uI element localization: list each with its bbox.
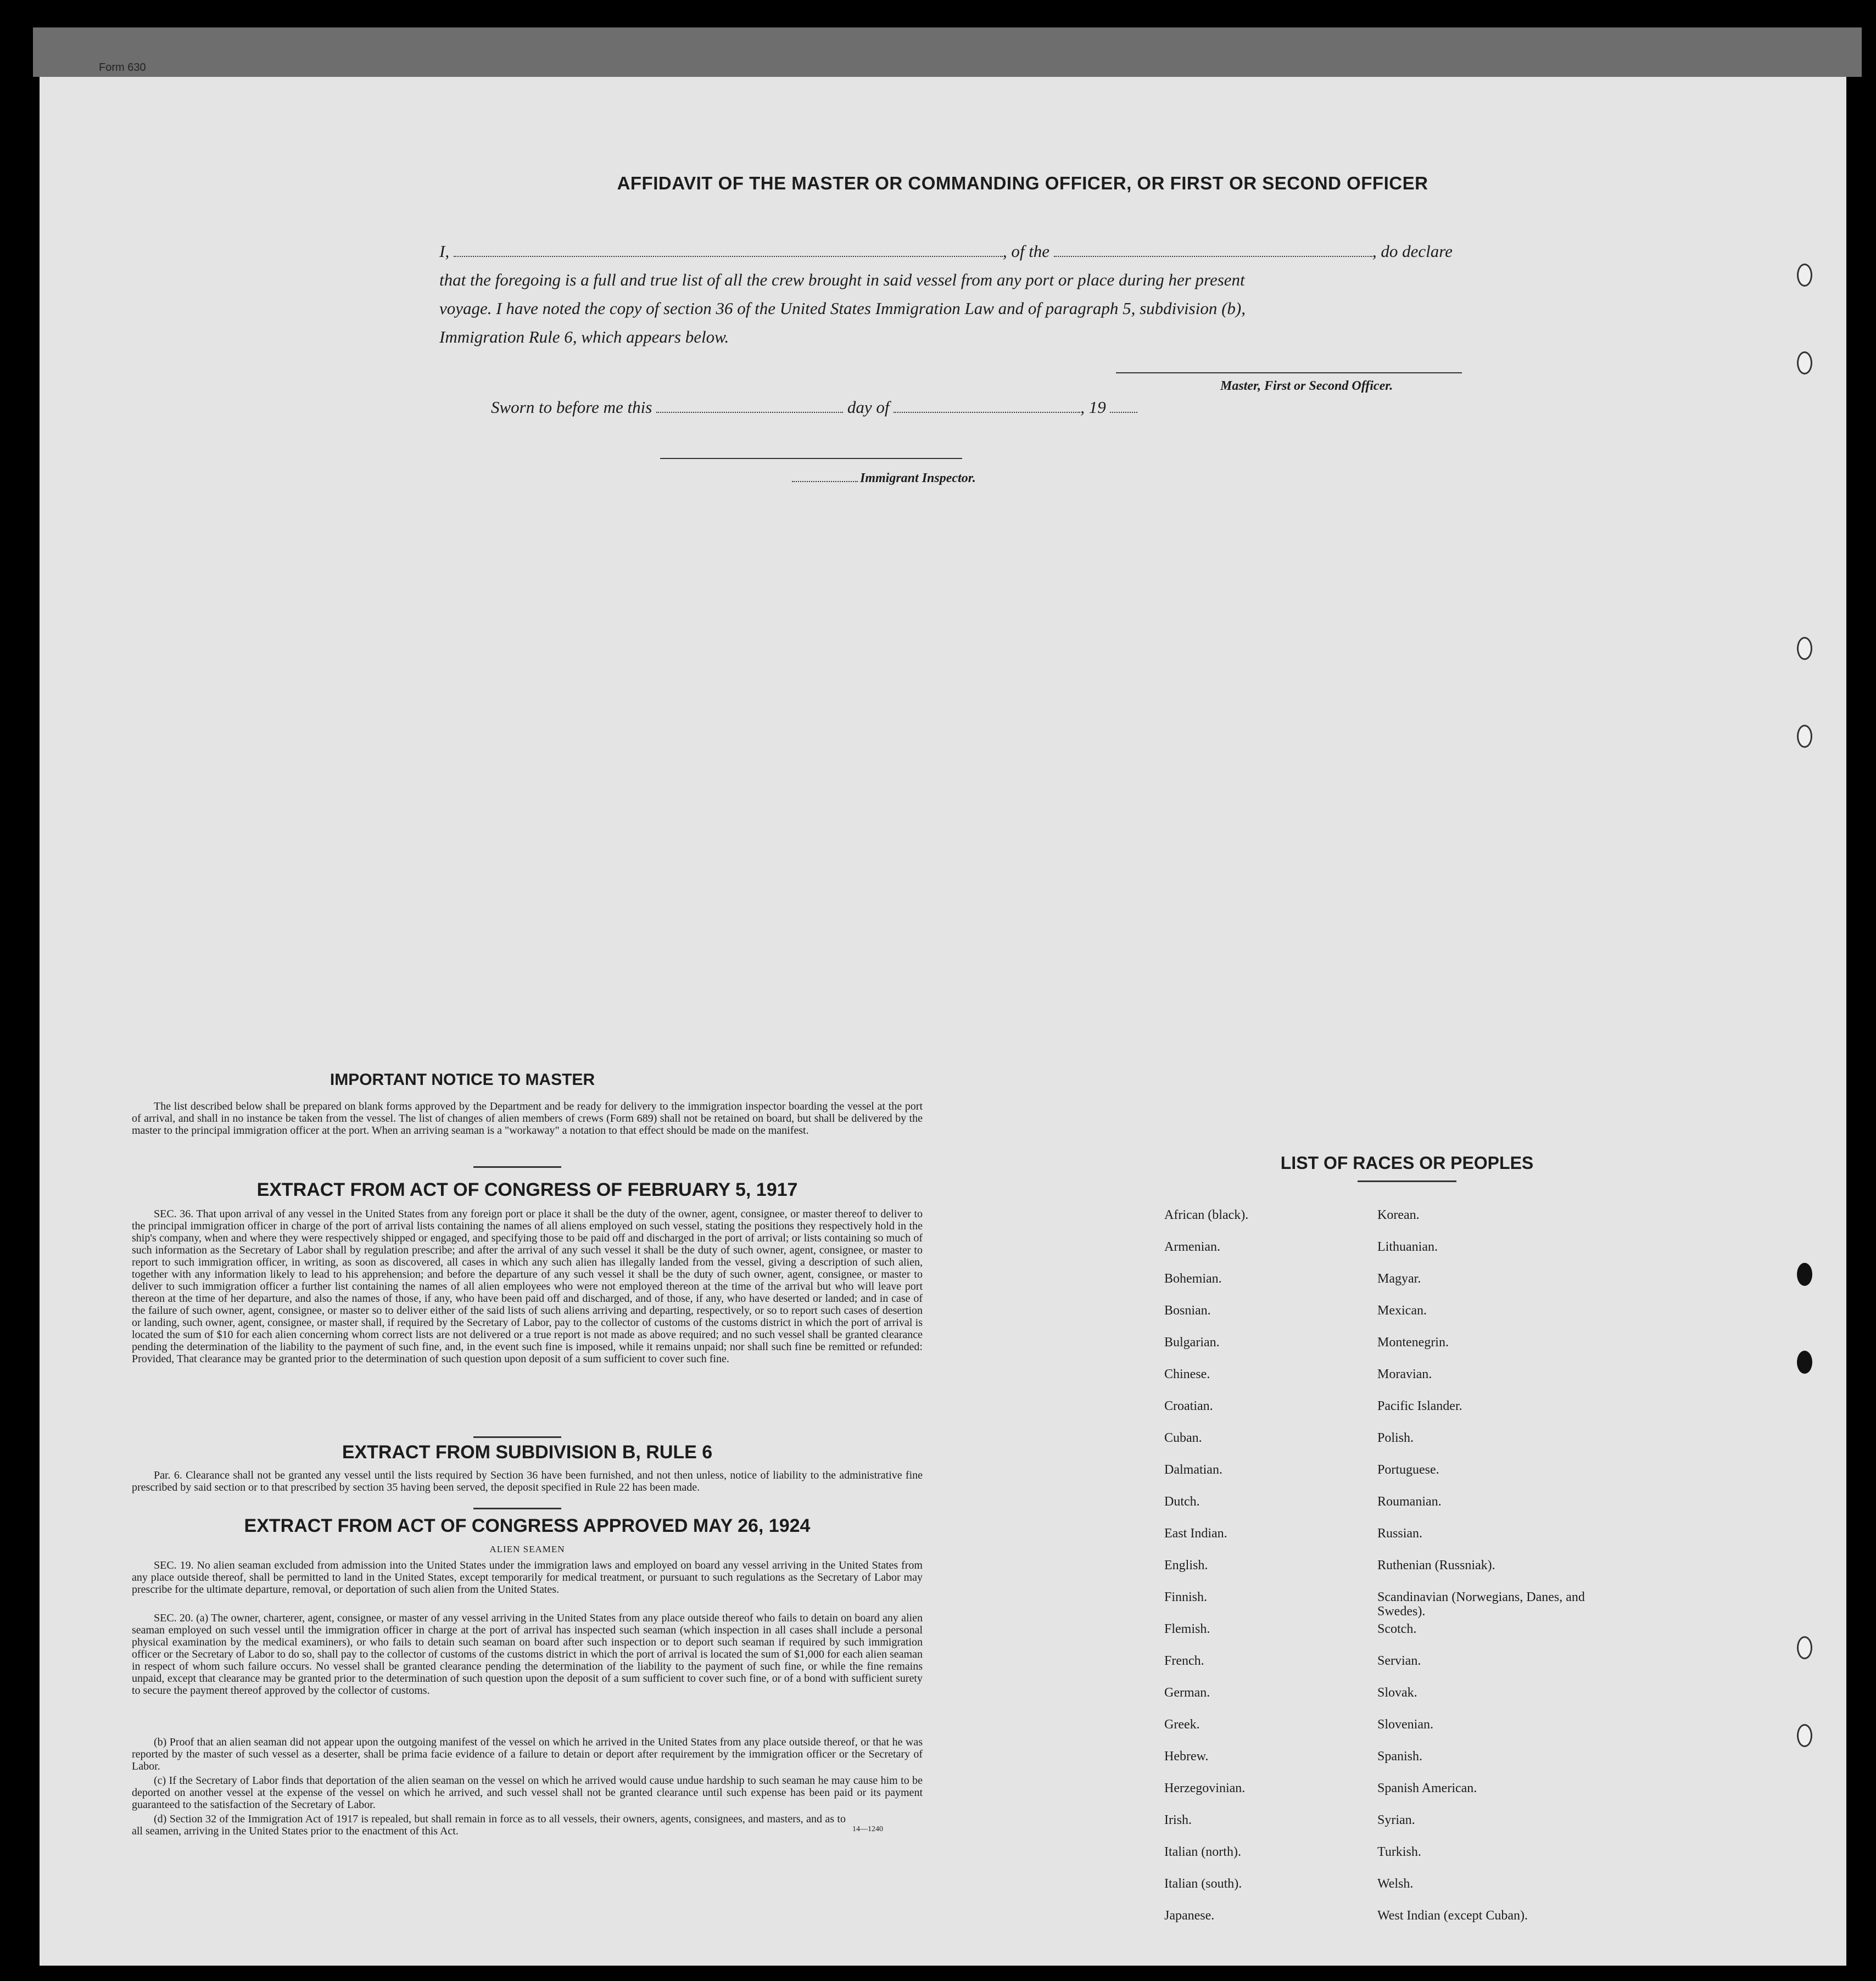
race-item: Japanese. [1164,1909,1215,1923]
inspector-signature-line[interactable] [660,458,962,459]
race-item: Armenian. [1164,1240,1220,1254]
sec20b-text: (b) Proof that an alien seaman did not appear upon the outgoing manifest of the vessel on which he arrived in the United States from any place outside thereof, or that he was reported by the master of such vessel as a deserter, shall be prima facie evidence of a failure to detain or deport after requirement by the immigration officer or the Secretary of Labor. [132,1736,923,1772]
master-signature-line[interactable] [1116,372,1462,373]
document-sheet [40,77,1846,1966]
race-item: Ruthenian (Russniak). [1377,1558,1495,1573]
race-item: Irish. [1164,1813,1192,1827]
race-item: Turkish. [1377,1845,1421,1859]
sworn-year-field[interactable] [1110,412,1137,413]
race-item: English. [1164,1558,1208,1573]
punch-hole [1797,725,1812,748]
inspector-caption: Immigrant Inspector. [860,471,976,485]
race-item: Syrian. [1377,1813,1415,1827]
race-item: Spanish. [1377,1749,1423,1764]
punch-hole [1797,1351,1812,1374]
race-item: Lithuanian. [1377,1240,1438,1254]
race-item: Korean. [1377,1208,1420,1222]
race-item: Chinese. [1164,1367,1210,1381]
race-item: Herzegovinian. [1164,1781,1246,1795]
alien-seamen-subtitle: ALIEN SEAMEN [489,1544,565,1554]
race-item: Russian. [1377,1526,1423,1541]
sworn-month-field[interactable] [894,412,1080,413]
extract-1924-title: EXTRACT FROM ACT OF CONGRESS APPROVED MAY 26, 1924 [244,1515,811,1536]
sec19-text: SEC. 19. No alien seaman excluded from admission into the United States under the immigration laws and employed on board any vessel arriving in the United States from any place outside thereof, shall be permitted to land in the United States, except temporarily for medical treatment, or pursuant to such regulations as the Secretary of Labor may prescribe for the ultimate departure, removal, or deportation of such alien from the United States. [132,1559,923,1596]
race-item: Pacific Islander. [1377,1399,1462,1413]
notice-rule [473,1166,561,1168]
races-left-column [1164,1208,1362,1940]
extract-1917-title: EXTRACT FROM ACT OF CONGRESS OF FEBRUARY 5, 1917 [256,1179,798,1200]
extract-1917-text: SEC. 36. That upon arrival of any vessel in the United States from any foreign port or place it shall be the duty of the owner, agent, consignee, or master thereof to deliver to the principal immigration officer in charge of the port of arrival lists containing the names of all aliens employed on such vessel, stating the positions they respectively hold in the ship's company, when and where they were respectively shipped or engaged, and specifying those to be paid off and discharged in the port of arrival; or lists containing so much of such information as the Secretary of Labor shall by regulation prescribe; and after the arrival of any such vessel it shall be the duty of such owner, agent, consignee, or master to report to such immigration officer, in writing, as soon as discovered, all cases in which any such alien has illegally landed from the vessel, giving a description of such alien, together with any information likely to lead to his apprehension; and before the departure of any such vessel it shall be the duty of such owner, agent, consignee, or master to deliver to such immigration officer a further list containing the names of all alien employees who were not employed thereon at the time of the arrival but who will leave port thereon at the time of her departure, and also the names of those, if any, who have been paid off and discharged, and of those, if any, who have deserted or landed; and in case of the failure of such owner, agent, consignee, or master so to deliver either of the said lists of such aliens arriving and departing, respectively, or so to report such cases of desertion or landing, such owner, agent, consignee, or master shall, if required by the Secretary of Labor, pay to the collector of customs of the customs district in which the port of arrival is located the sum of $10 for each alien concerning whom correct lists are not delivered or a true report is not made as above required; and no such vessel shall be granted clearance pending the determination of the liability to the payment of such fine, and, in the event such fine is imposed, while it remains unpaid; nor shall such fine be remitted or refunded: Provided, That clearance may be granted prior to the determination of such question upon deposit of a sum sufficient to cover such fine. [132,1208,923,1365]
race-item: Hebrew. [1164,1749,1209,1764]
affidavit-line-4: Immigration Rule 6, which appears below. [439,327,729,346]
punch-hole [1797,637,1812,660]
affidavit-line-1 [439,242,1499,261]
punch-hole [1797,1263,1812,1286]
notice-text: The list described below shall be prepared on blank forms approved by the Department and be ready for delivery to the immigration inspector boarding the vessel at the port of arrival, and shall in no instance be taken from the vessel. The list of changes of alien members of crews (Form 689) shall not be retained on board, but shall be delivered by the master to the principal immigration officer at the port. When an arriving seaman is a "workaway" a notation to that effect should be made on the manifest. [132,1100,923,1137]
sworn-day-field[interactable] [656,412,843,413]
race-item: Dalmatian. [1164,1463,1222,1477]
affidavit-line-3: voyage. I have noted the copy of section 36 of the United States Immigration Law and of paragraph 5, subdivision (b), [439,299,1246,318]
subdivision-rule [473,1508,561,1509]
sworn-year: , 19 [1080,398,1106,417]
race-item: Montenegrin. [1377,1335,1449,1350]
race-item: Welsh. [1377,1877,1414,1891]
race-item: Portuguese. [1377,1463,1439,1477]
affidavit-of-the: , of the [1002,242,1050,261]
race-item: Scotch. [1377,1622,1417,1636]
notice-title: IMPORTANT NOTICE TO MASTER [330,1071,595,1089]
affidavit-title: AFFIDAVIT OF THE MASTER OR COMMANDING OFFICER, OR FIRST OR SECOND OFFICER [617,173,1428,193]
race-item: Slovak. [1377,1686,1417,1700]
sec20c-text: (c) If the Secretary of Labor finds that deportation of the alien seaman on the vessel on which he arrived would cause undue hardship to such seaman he may cause him to be deported on another vessel at the expense of the vessel on which he arrived, and such vessel shall not be granted clearance until such expense has been paid or its payment guaranteed to the satisfaction of the Secretary of Labor. [132,1775,923,1811]
race-item: Polish. [1377,1431,1414,1445]
race-item: Spanish American. [1377,1781,1477,1795]
race-item: Italian (north). [1164,1845,1241,1859]
race-item: Greek. [1164,1717,1200,1732]
race-item: West Indian (except Cuban). [1377,1909,1528,1923]
vessel-field[interactable] [1054,256,1372,257]
races-right-column [1377,1208,1586,1940]
punch-hole [1797,1636,1812,1659]
race-item: Bohemian. [1164,1272,1222,1286]
race-item: Flemish. [1164,1622,1210,1636]
races-title: LIST OF RACES OR PEOPLES [1280,1153,1534,1173]
affidavit-declare: , do declare [1372,242,1453,261]
name-field[interactable] [454,256,1003,257]
race-item: Italian (south). [1164,1877,1242,1891]
races-rule [1358,1180,1456,1182]
subdivision-title: EXTRACT FROM SUBDIVISION B, RULE 6 [342,1442,713,1463]
subdivision-text: Par. 6. Clearance shall not be granted any vessel until the lists required by Section 36 have been furnished, and not then unless, notice of liability to the administrative fine prescribed by said section or to that prescribed by section 35 having been served, the deposit specified in Rule 22 has been made. [132,1469,923,1493]
form-label: Form 630 [99,61,146,74]
race-item: French. [1164,1654,1204,1668]
punch-hole [1797,1724,1812,1747]
inspector-dots [792,481,858,482]
sworn-line [491,398,1205,417]
affidavit-i: I, [439,242,450,261]
race-item: Finnish. [1164,1590,1208,1604]
race-item: Magyar. [1377,1272,1421,1286]
punch-hole [1797,351,1812,374]
race-item: Roumanian. [1377,1495,1442,1509]
race-item: Dutch. [1164,1495,1200,1509]
sec20a-text: SEC. 20. (a) The owner, charterer, agent, consignee, or master of any vessel arriving in the United States from any place outside thereof who fails to detain on board any alien seaman employed on such vessel until the immigration officer in charge at the port of arrival has inspected such seaman (which inspection in all cases shall include a personal physical examination by the medical examiners), or who fails to detain such seaman on board after such inspection or to deport such seaman if required by such immigration officer or the Secretary of Labor to do so, shall pay to the collector of customs of the customs district in which the port of arrival is located the sum of $1,000 for each alien seaman in respect of whom such failure occurs. No vessel shall be granted clearance pending the determination of the liability to the payment of such fine, or while the fine remains unpaid, except that clearance may be granted prior to the determination of such question upon the deposit of a sum sufficient to cover such fine, or of a bond with sufficient surety to secure the payment thereof approved by the collector of customs. [132,1612,923,1697]
form-number: 14—1240 [852,1825,883,1833]
race-item: Moravian. [1377,1367,1432,1381]
race-item: Mexican. [1377,1303,1427,1318]
race-item: Bulgarian. [1164,1335,1220,1350]
race-item: Scandinavian (Norwegians, Danes, and Swedes). [1377,1590,1585,1619]
race-item: Servian. [1377,1654,1421,1668]
affidavit-line-2: that the foregoing is a full and true list of all the crew brought in said vessel from any port or place during her present [439,270,1245,289]
race-item: East Indian. [1164,1526,1227,1541]
race-item: Slovenian. [1377,1717,1433,1732]
master-caption: Master, First or Second Officer. [1220,379,1393,393]
race-item: German. [1164,1686,1210,1700]
top-strip [33,27,1862,77]
race-item: Cuban. [1164,1431,1202,1445]
extract-1917-rule [473,1436,561,1438]
sworn-prefix: Sworn to before me this [491,398,652,417]
inspector-line [792,471,976,486]
sec20d-text: (d) Section 32 of the Immigration Act of 1917 is repealed, but shall remain in force as to all vessels, their owners, agents, consignees, and masters, and as to all seamen, arriving in the United States prior to the enactment of this Act. [132,1813,846,1837]
sworn-day-of: day of [847,398,890,417]
punch-hole [1797,264,1812,287]
race-item: Bosnian. [1164,1303,1211,1318]
race-item: Croatian. [1164,1399,1213,1413]
race-item: African (black). [1164,1208,1249,1222]
